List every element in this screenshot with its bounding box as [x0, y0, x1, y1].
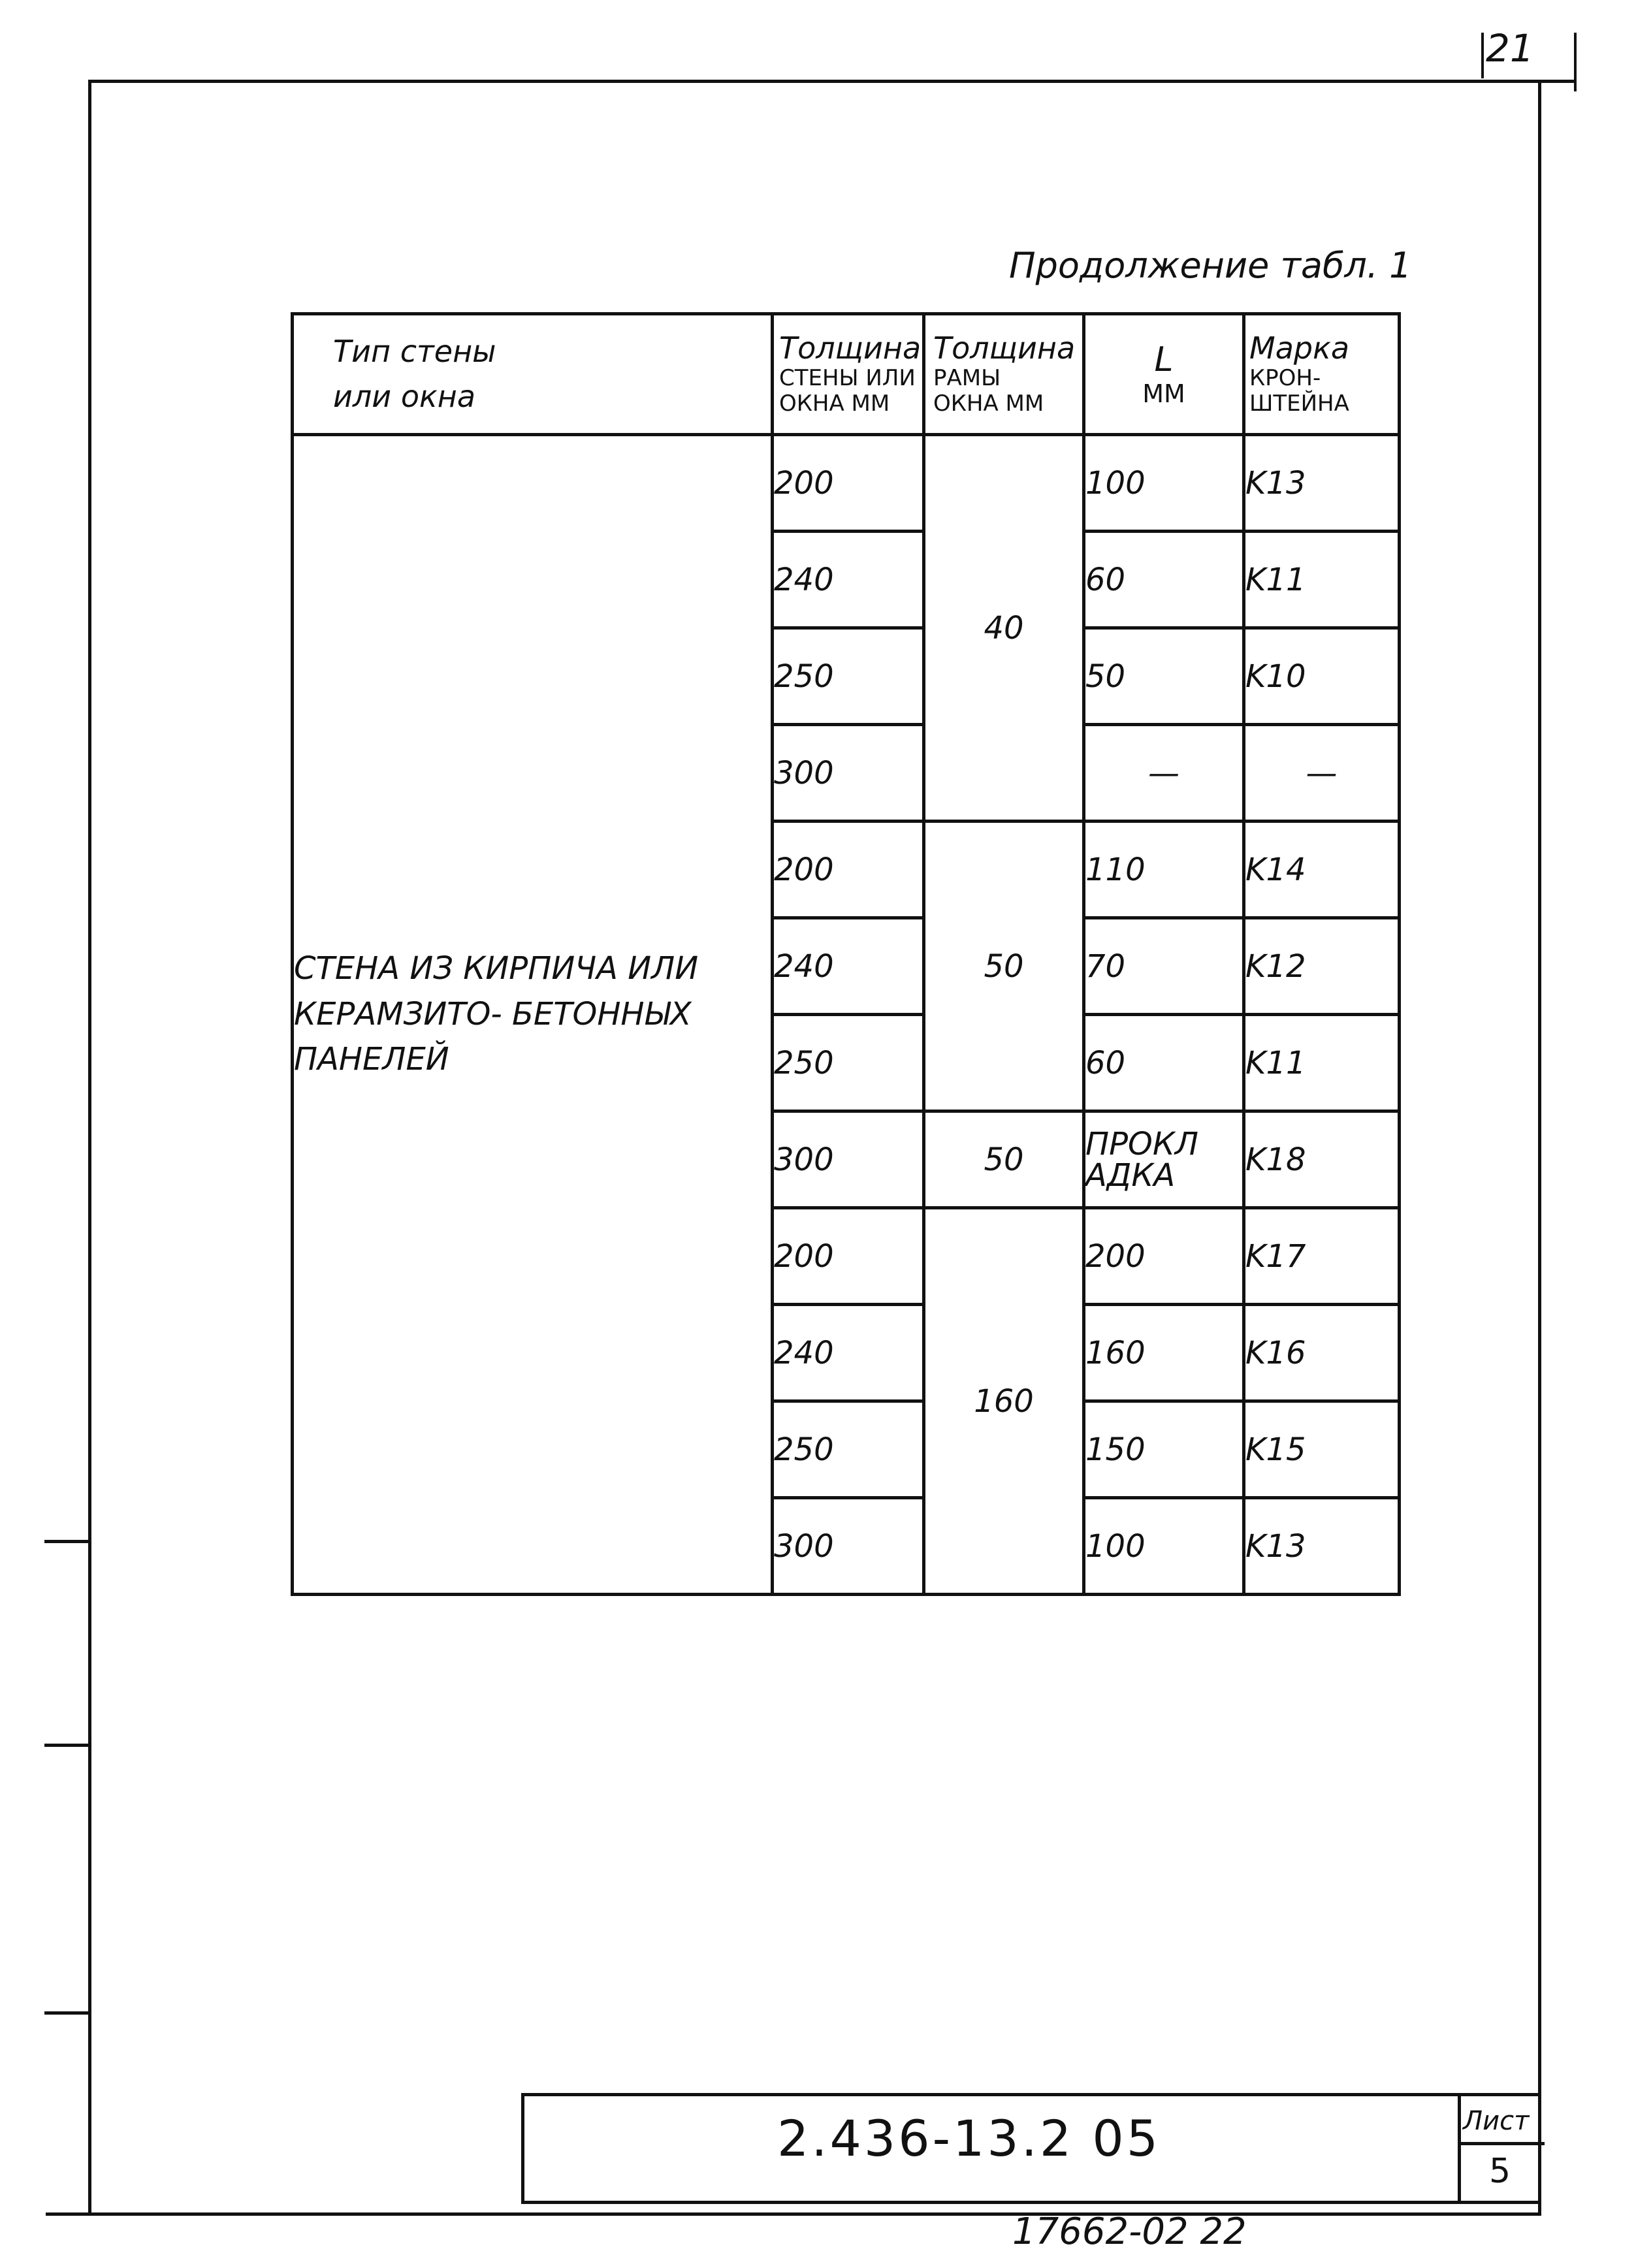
bracket-mark-cell: K13 [1244, 1498, 1400, 1595]
frame-thickness-cell: 50 [924, 1111, 1084, 1208]
header-frame-thickness-line3: ОКНА ММ [933, 391, 1044, 417]
bracket-mark-cell: K17 [1244, 1208, 1400, 1305]
header-wall-type-line1: Тип стены [333, 334, 496, 369]
corner-tick-a [1481, 33, 1484, 78]
wall-thickness-cell: 300 [773, 725, 924, 822]
frame-top-line [88, 80, 1576, 83]
length-cell: — [1084, 725, 1244, 822]
header-wall-thickness [773, 314, 924, 435]
sheet-label: Лист [1463, 2106, 1530, 2136]
sheet-number: 5 [1489, 2152, 1511, 2191]
header-wall-thickness-line2: СТЕНЫ ИЛИ [779, 365, 916, 392]
margin-tick-3 [44, 2011, 90, 2015]
document-code: 2.436-13.2 05 [777, 2109, 1161, 2167]
corner-tick-b [1574, 33, 1577, 91]
wall-thickness-cell: 240 [773, 532, 924, 628]
wall-thickness-cell: 250 [773, 628, 924, 725]
sheet-box-divider [1461, 2142, 1545, 2145]
header-wall-thickness-line1: Толщина [779, 330, 922, 366]
bracket-mark-cell: K18 [1244, 1111, 1400, 1208]
frame-bottom-line [46, 2212, 1541, 2216]
wall-thickness-cell: 200 [773, 435, 924, 532]
table-row [293, 435, 1400, 532]
length-cell: 200 [1084, 1208, 1244, 1305]
wall-thickness-cell: 300 [773, 1111, 924, 1208]
bracket-mark-cell: K14 [1244, 822, 1400, 918]
length-cell: 50 [1084, 628, 1244, 725]
bracket-mark-cell: K12 [1244, 918, 1400, 1015]
header-length [1084, 314, 1244, 435]
length-cell: 150 [1084, 1401, 1244, 1498]
header-frame-thickness-line1: Толщина [933, 330, 1076, 366]
table-header-row [293, 314, 1400, 435]
header-bracket-mark [1244, 314, 1400, 435]
bracket-mark-cell: K11 [1244, 1015, 1400, 1111]
header-length-line2: ММ [1142, 379, 1185, 408]
length-cell-spacer [1084, 1111, 1244, 1208]
header-bracket-mark-line1: Марка [1249, 330, 1350, 366]
header-frame-thickness [924, 314, 1084, 435]
bracket-mark-cell: K13 [1244, 435, 1400, 532]
header-frame-thickness-line2: РАМЫ [933, 365, 1001, 392]
frame-thickness-cell: 50 [924, 822, 1084, 1111]
table-continuation-title: Продолжение табл. 1 [1009, 245, 1412, 286]
header-wall-type [293, 314, 773, 435]
wall-thickness-cell: 200 [773, 1208, 924, 1305]
frame-right-line [1538, 80, 1541, 2215]
wall-thickness-cell: 250 [773, 1015, 924, 1111]
bracket-table [291, 312, 1401, 1596]
length-cell: 60 [1084, 532, 1244, 628]
spacer-label: ПРОКЛАДКА [1085, 1125, 1198, 1194]
length-cell: 100 [1084, 1498, 1244, 1595]
wall-thickness-cell: 240 [773, 918, 924, 1015]
frame-thickness-cell: 40 [924, 435, 1084, 822]
header-length-line1: L [1154, 340, 1174, 379]
length-cell: 70 [1084, 918, 1244, 1015]
length-cell: 110 [1084, 822, 1244, 918]
header-bracket-mark-line3: ШТЕЙНА [1249, 391, 1349, 417]
wall-thickness-cell: 240 [773, 1305, 924, 1401]
header-wall-type-line2: или окна [333, 379, 476, 414]
wall-thickness-cell: 250 [773, 1401, 924, 1498]
bracket-mark-cell: K10 [1244, 628, 1400, 725]
archive-number: 17662-02 22 [1012, 2211, 1247, 2253]
length-cell: 100 [1084, 435, 1244, 532]
length-cell: 160 [1084, 1305, 1244, 1401]
bracket-mark-cell: K15 [1244, 1401, 1400, 1498]
margin-tick-1 [44, 1540, 90, 1543]
header-bracket-mark-line2: КРОН- [1249, 365, 1321, 392]
wall-thickness-cell: 200 [773, 822, 924, 918]
frame-thickness-cell: 160 [924, 1208, 1084, 1595]
wall-type-cell: СТЕНА ИЗ КИРПИЧА ИЛИ КЕРАМЗИТО- БЕТОННЫХ ПАНЕЛЕЙ [293, 435, 773, 1595]
bracket-mark-cell: — [1244, 725, 1400, 822]
margin-tick-2 [44, 1744, 90, 1747]
frame-left-line [88, 80, 91, 2215]
wall-thickness-cell: 300 [773, 1498, 924, 1595]
header-wall-thickness-line3: ОКНА ММ [779, 391, 890, 417]
bracket-mark-cell: K16 [1244, 1305, 1400, 1401]
length-cell: 60 [1084, 1015, 1244, 1111]
corner-page-number: 21 [1486, 26, 1534, 71]
bracket-mark-cell: K11 [1244, 532, 1400, 628]
